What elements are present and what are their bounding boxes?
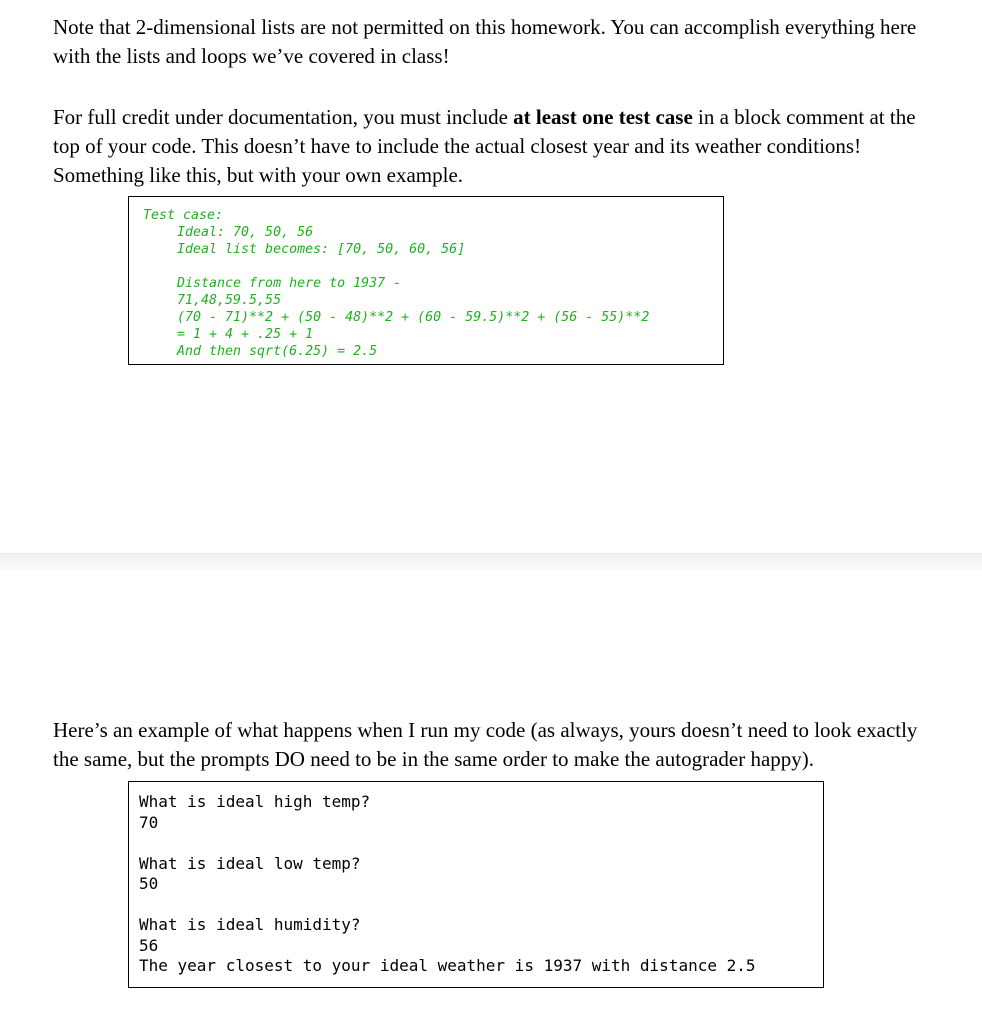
documentation-paragraph	[53, 103, 916, 190]
example-run-line-1: Here’s an example of what happens when I run my code (as always, yours doesn’t need to look exactly	[53, 718, 918, 742]
example-run-line-2: the same, but the prompts DO need to be in the same order to make the autograder happy).	[53, 747, 815, 771]
result-output: The year closest to your ideal weather is 1937 with distance 2.5	[139, 956, 756, 975]
test-case-formula: (70 - 71)**2 + (50 - 48)**2 + (60 - 59.5)**2 + (56 - 55)**2	[177, 310, 650, 325]
sample-run-output-box	[128, 781, 824, 988]
input-low-temp: 50	[139, 874, 159, 893]
test-case-result: And then sqrt(6.25) = 2.5	[177, 344, 378, 359]
documentation-line-3: Something like this, but with your own example.	[53, 163, 464, 187]
prompt-low-temp: What is ideal low temp?	[139, 853, 361, 873]
test-case-ideal-list: Ideal list becomes: [70, 50, 60, 56]	[177, 242, 466, 257]
documentation-line-1-start: For full credit under documentation, you must include	[53, 105, 514, 129]
documentation-line-1	[53, 103, 916, 132]
test-case-ideal: Ideal: 70, 50, 56	[177, 225, 314, 240]
test-case-header: Test case:	[143, 208, 224, 223]
note-line-1: Note that 2-dimensional lists are not permitted on this homework. You can accomplish everything here	[53, 15, 917, 39]
documentation-line-2: top of your code. This doesn’t have to include the actual closest year and its weather conditions!	[53, 134, 862, 158]
prompt-humidity: What is ideal humidity?	[139, 915, 361, 934]
documentation-line-1-end: in a block comment at the	[692, 105, 916, 129]
prompt-high-temp: What is ideal high temp?	[139, 792, 371, 811]
note-line-2: with the lists and loops we’ve covered in class!	[53, 44, 450, 68]
test-case-sum: = 1 + 4 + .25 + 1	[177, 327, 314, 342]
note-paragraph	[53, 13, 916, 71]
test-case-emphasis: at least one test case	[513, 105, 693, 129]
input-high-temp: 70	[139, 812, 159, 832]
input-humidity: 56	[139, 935, 159, 955]
test-case-distance-label: Distance from here to 1937 -	[177, 276, 402, 291]
test-case-comment-box	[128, 196, 724, 365]
example-run-paragraph	[53, 716, 917, 774]
test-case-year-values: 71,48,59.5,55	[177, 293, 282, 308]
page-divider	[0, 553, 982, 570]
